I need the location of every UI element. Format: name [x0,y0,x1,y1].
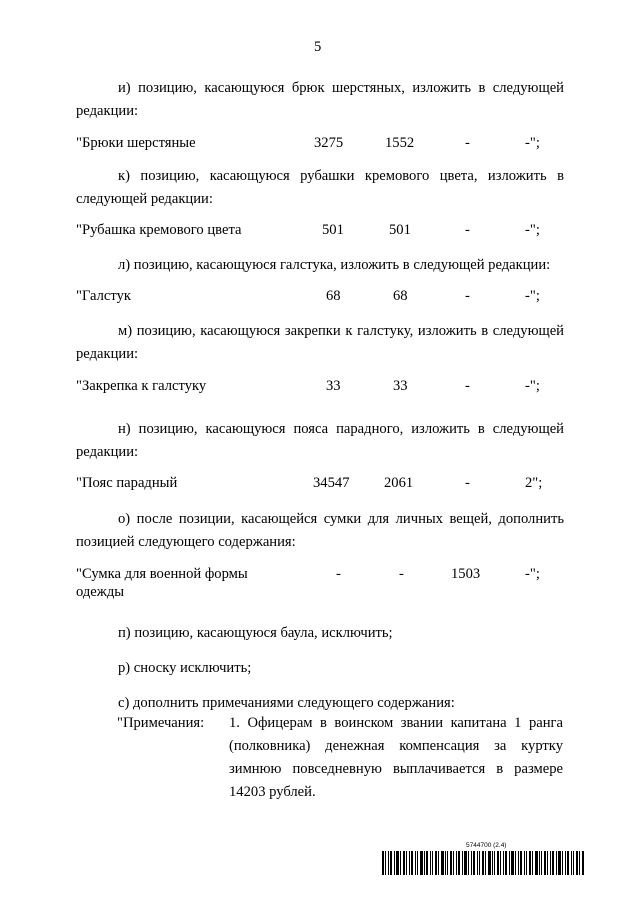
row-name: "Сумка для военной формы [76,566,248,582]
row-col4: 2"; [525,475,543,491]
item-s: с) дополнить примечаниями следующего содержания: [118,695,455,711]
row-col1: 34547 [313,475,350,491]
notes-label: "Примечания: [117,715,205,731]
row-name: "Пояс парадный [76,475,178,491]
row-name: "Галстук [76,288,131,304]
table-row-shirt [76,219,566,242]
row-col4: -"; [525,135,540,151]
item-n: н) позицию, касающуюся пояса парадного, изложить в следующей редакции: [76,421,564,460]
item-m: м) позицию, касающуюся закрепки к галстуку, изложить в следующей редакции: [76,323,564,362]
row-col1: 33 [326,378,341,394]
row-col3: - [465,475,470,491]
table-row-tie [76,285,566,308]
row-col3: - [465,288,470,304]
row-col1: - [336,566,341,582]
item-k: к) позицию, касающуюся рубашки кремового цвета, изложить в следующей редакции: [76,168,564,207]
row-col3: - [465,222,470,238]
row-name: "Рубашка кремового цвета [76,222,242,238]
row-col1: 501 [322,222,344,238]
barcode-label: 5744700 (2.4) [466,842,507,849]
row-col2: 2061 [384,475,414,491]
item-o: о) после позиции, касающейся сумки для личных вещей, дополнить позицией следующего содержания: [76,511,564,550]
row-name: "Брюки шерстяные [76,135,196,151]
row-col1: 3275 [314,135,344,151]
table-row-trousers [76,132,566,155]
item-l: л) позицию, касающуюся галстука, изложить в следующей редакции: [118,257,551,273]
row-name: "Закрепка к галстуку [76,378,207,394]
table-row-bag [76,563,566,609]
row-col3: - [465,135,470,151]
table-row-belt [76,472,566,495]
row-col3: - [465,378,470,394]
row-name-cont: одежды [76,584,125,600]
row-col1: 68 [326,288,341,304]
row-col2: 1552 [385,135,415,151]
barcode [382,851,584,875]
item-r: р) сноску исключить; [118,660,252,676]
page-number: 5 [314,39,322,55]
row-col2: 33 [393,378,408,394]
row-col4: -"; [525,222,540,238]
row-col2: 68 [393,288,408,304]
table-row-tie-clip [76,375,566,398]
row-col2: - [399,566,404,582]
row-col2: 501 [389,222,411,238]
item-p: п) позицию, касающуюся баула, исключить; [118,625,393,641]
row-col4: -"; [525,378,540,394]
item-i: и) позицию, касающуюся брюк шерстяных, изложить в следующей редакции: [76,80,564,119]
row-col4: -"; [525,288,540,304]
row-col4: -"; [525,566,540,582]
notes-text: 1. Офицерам в воинском звании капитана 1 ранга (полковника) денежная компенсация за куртку зимнюю повседневную выплачивается в размере 14203 рублей. [229,715,563,800]
row-col3: 1503 [451,566,481,582]
